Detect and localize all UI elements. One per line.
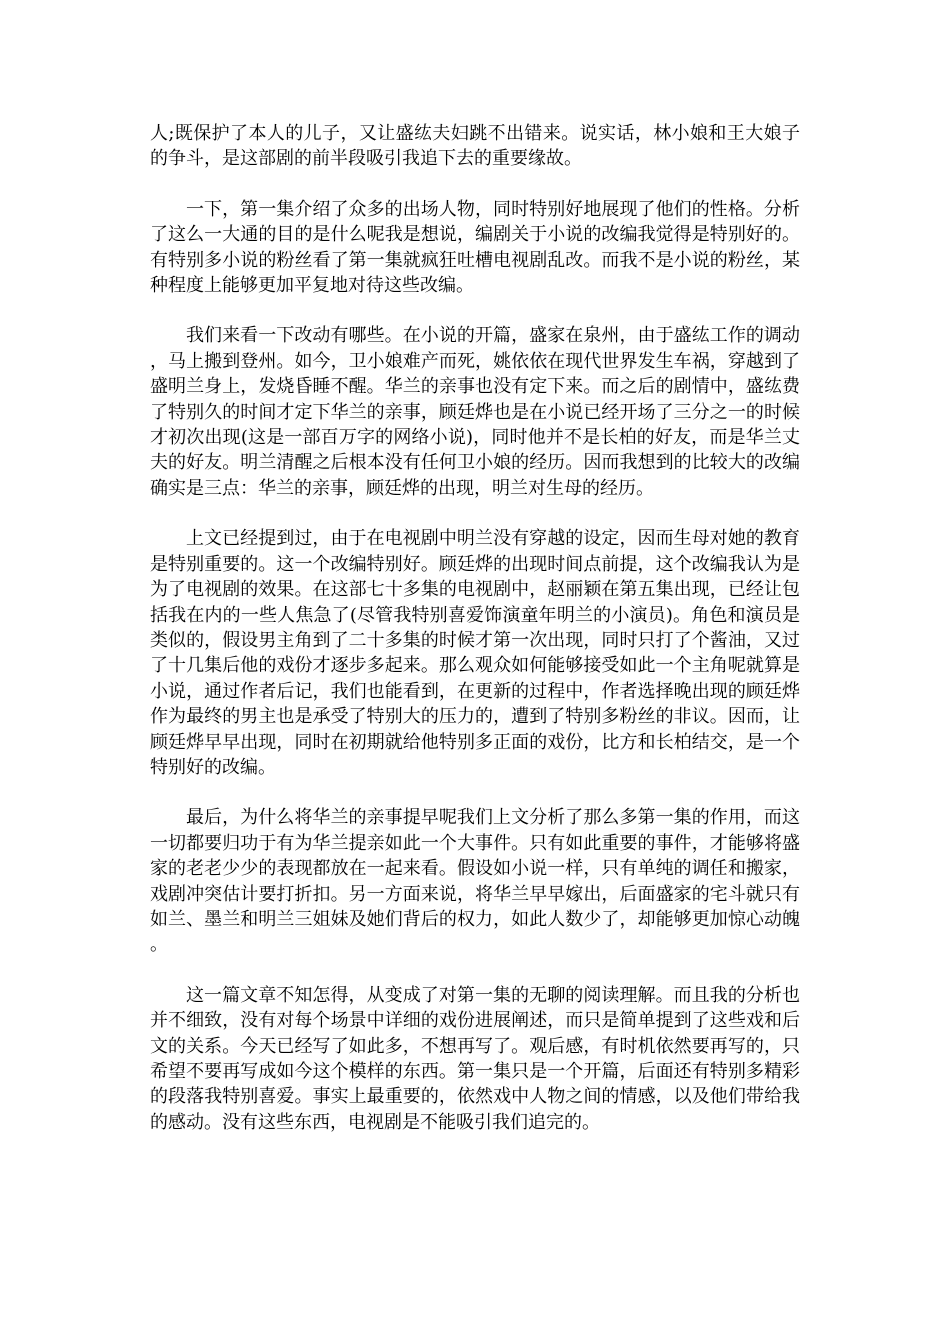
paragraph-2: 一下，第一集介绍了众多的出场人物，同时特别好地展现了他们的性格。分析了这么一大通的目的是什么呢我是想说，编剧关于小说的改编我觉得是特别好的。有特别多小说的粉丝看了第一集就疯狂吐槽电视剧乱改。而我不是小说的粉丝，某种程度上能够更加平复地对待这些改编。 [150,198,800,297]
paragraph-4: 上文已经提到过，由于在电视剧中明兰没有穿越的设定，因而生母对她的教育是特别重要的。这一个改编特别好。顾廷烨的出现时间点前提，这个改编我认为是为了电视剧的效果。在这部七十多集的电视剧中，赵丽颖在第五集出现，已经让包括我在内的一些人焦急了(尽管我特别喜爱饰演童年明兰的小演员)。角色和演员是类似的，假设男主角到了二十多集的时候才第一次出现，同时只打了个酱油，又过了十几集后他的戏份才逐步多起来。那么观众如何能够接受如此一个主角呢就算是小说，通过作者后记，我们也能看到，在更新的过程中，作者选择晚出现的顾廷烨作为最终的男主也是承受了特别大的压力的，遭到了特别多粉丝的非议。因而，让顾廷烨早早出现，同时在初期就给他特别多正面的戏份，比方和长柏结交，是一个特别好的改编。 [150,528,800,778]
document-body [150,121,800,1160]
paragraph-6: 这一篇文章不知怎得，从变成了对第一集的无聊的阅读理解。而且我的分析也并不细致，没有对每个场景中详细的戏份进展阐述，而只是简单提到了这些戏和后文的关系。今天已经写了如此多，不想再写了。观后感，有时机依然要再写的，只希望不要再写成如今这个模样的东西。第一集只是一个开篇，后面还有特别多精彩的段落我特别喜爱。事实上最重要的，依然戏中人物之间的情感，以及他们带给我的感动。没有这些东西，电视剧是不能吸引我们追完的。 [150,984,800,1133]
paragraph-3: 我们来看一下改动有哪些。在小说的开篇，盛家在泉州，由于盛纮工作的调动，马上搬到登州。如今，卫小娘难产而死，姚依依在现代世界发生车祸，穿越到了盛明兰身上，发烧昏睡不醒。华兰的亲事也没有定下来。而之后的剧情中，盛纮费了特别久的时间才定下华兰的亲事，顾廷烨也是在小说已经开场了三分之一的时候才初次出现(这是一部百万字的网络小说)，同时他并不是长柏的好友，而是华兰丈夫的好友。明兰清醒之后根本没有任何卫小娘的经历。因而我想到的比较大的改编确实是三点：华兰的亲事，顾廷烨的出现，明兰对生母的经历。 [150,325,800,499]
paragraph-5: 最后，为什么将华兰的亲事提早呢我们上文分析了那么多第一集的作用，而这一切都要归功于有为华兰提亲如此一个大事件。只有如此重要的事件，才能够将盛家的老老少少的表现都放在一起来看。假设如小说一样，只有单纯的调任和搬家，戏剧冲突估计要打折扣。另一方面来说，将华兰早早嫁出，后面盛家的宅斗就只有如兰、墨兰和明兰三姐妹及她们背后的权力，如此人数少了，却能够更加惊心动魄。 [150,807,800,956]
paragraph-1: 人;既保护了本人的儿子，又让盛纮夫妇跳不出错来。说实话，林小娘和王大娘子的争斗，是这部剧的前半段吸引我追下去的重要缘故。 [150,123,800,170]
